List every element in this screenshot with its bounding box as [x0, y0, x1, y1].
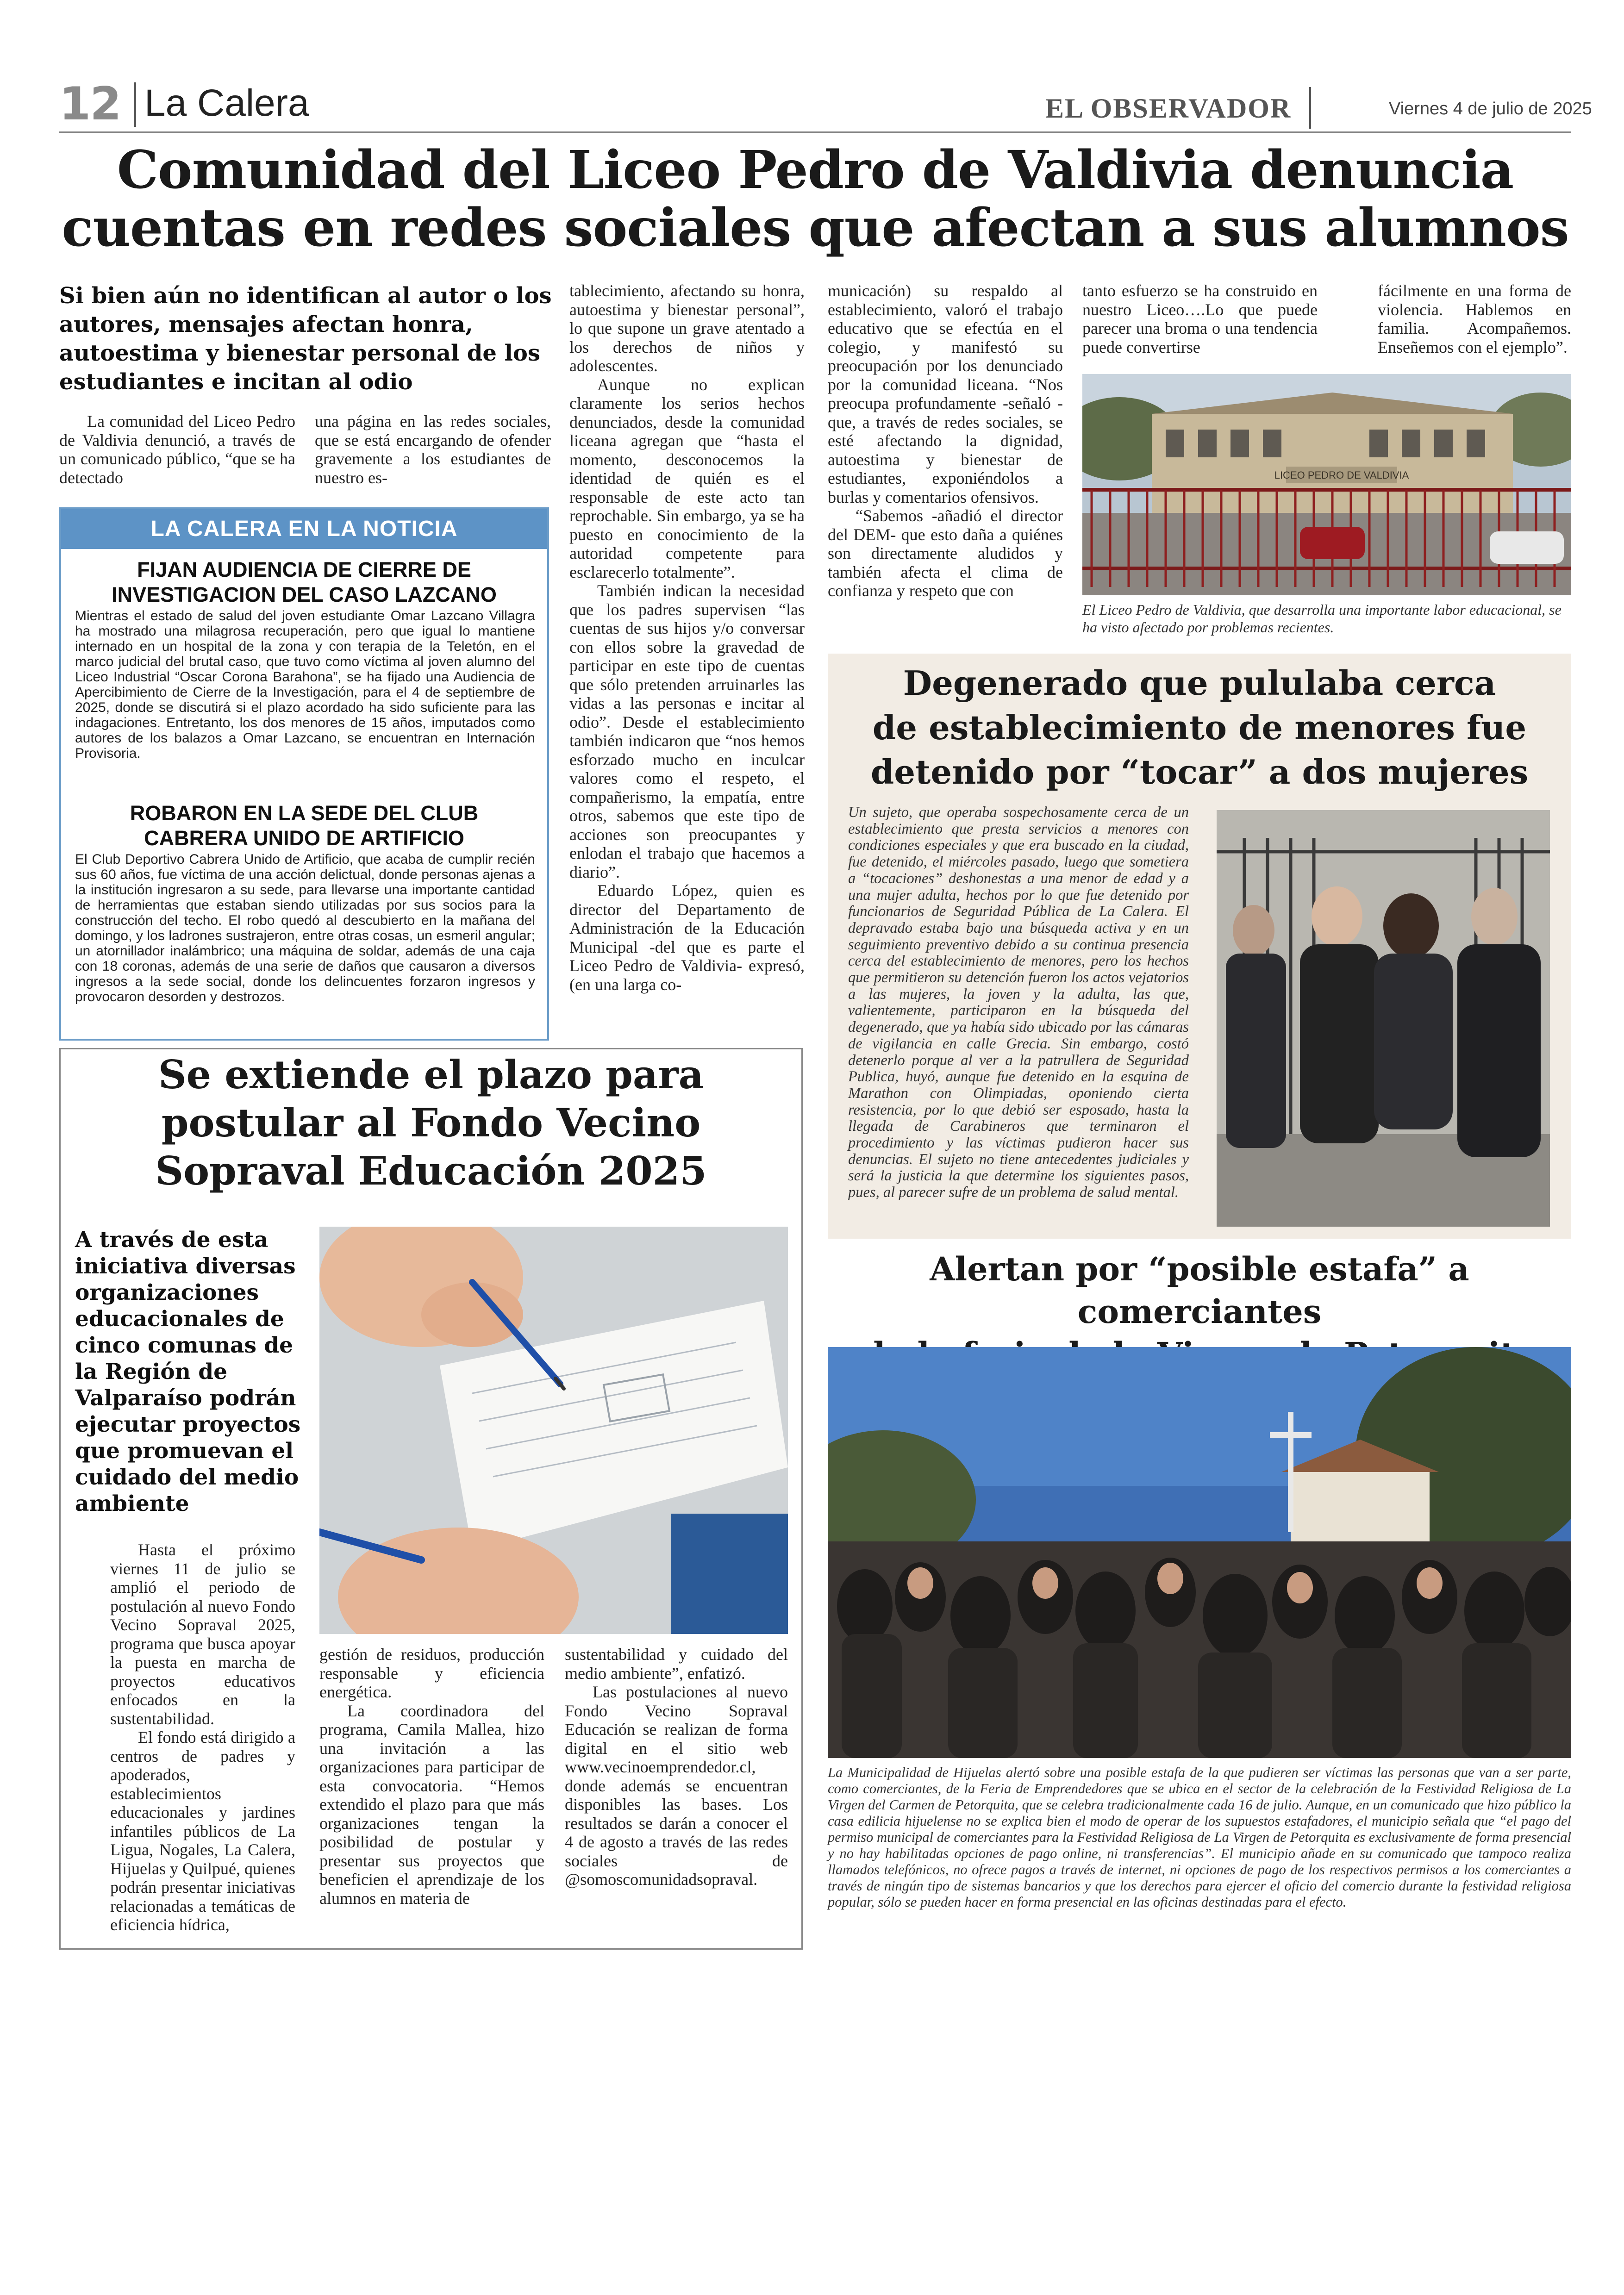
brief-headline: [61, 801, 547, 851]
headline-line: de establecimiento de menores fue: [872, 708, 1527, 747]
paragraph: Aunque no explican claramente los serios hechos denunciados, desde la comunidad liceana agregan que “hasta el momento, desconocemos la identidad de quién es el responsable de este acto tan reprochable. Sin embargo, ya se ha puesto en conocimiento de la autoridad competente para esclarecerlo totalmente”.: [569, 375, 805, 581]
headline-line: detenido por “tocar” a dos mujeres: [870, 752, 1529, 792]
news-box-title: LA CALERA EN LA NOTICIA: [61, 509, 547, 549]
fondo-vecino-column: [319, 1645, 544, 1908]
paragraph: fácilmente en una forma de violencia. Hablemos en familia. Acompañemos. Enseñemos con el ejemplo”.: [1378, 281, 1571, 356]
paragraph: Las postulaciones al nuevo Fondo Vecino Sopraval Educación se realizan de forma digital en el sitio web www.vecinoemprendedor.cl, donde además se encuentran disponibles las bases. Los resultados se darán a conocer el 4 de agosto a través de las redes sociales de @somoscomunidadsopraval.: [565, 1683, 788, 1889]
main-headline-line: cuentas en redes sociales que afectan a sus alumnos: [62, 198, 1569, 258]
newspaper-name: EL OBSERVADOR: [1045, 93, 1292, 124]
student-writing-illustration: [319, 1227, 788, 1634]
school-building-illustration: [1082, 374, 1571, 595]
paragraph: tanto esfuerzo se ha construido en nuestro Liceo….Lo que puede parecer una broma o una tendencia puede convertirse: [1082, 281, 1318, 356]
paragraph: La coordinadora del programa, Camila Mallea, hizo una invitación a las organizaciones para participar de esta convocatoria. “Hemos extendido el plazo para que más organizaciones tengan la posibilidad de postular y presentar sus proyectos que beneficien el aprendizaje de los alumnos en materia de: [319, 1701, 544, 1908]
fondo-vecino-column: [110, 1540, 295, 1934]
fondo-vecino-column: [565, 1645, 788, 1889]
student-writing-photo: [319, 1227, 788, 1634]
school-sign-text: LICEO PEDRO DE VALDIVIA: [1274, 469, 1409, 481]
main-lead: Si bien aún no identifican al autor o los autores, mensajes afectan honra, autoestima y bienestar personal de los estudiantes e incitan al odio: [59, 283, 552, 395]
school-photo-caption: El Liceo Pedro de Valdivia, que desarrolla una importante labor educacional, se ha visto afectado por problemas recientes.: [1082, 601, 1562, 636]
header-rule: [59, 131, 1571, 133]
arrest-photo: [1217, 810, 1550, 1227]
brief-body: El Club Deportivo Cabrera Unido de Artificio, que acaba de cumplir recién sus 60 años, fue víctima de una acción delictual, donde personas ajenas a la institución ingresaron a su sede, para llevarse una importante cantidad de herramientas que estaban siendo utilizadas por sus socios para la construcción del techo. El robo quedó al descubierto en la mañana del domingo, y los ladrones sustrajeron, entre otras cosas, un esmeril angular; un atornillador inalámbrico; una máquina de soldar, además de una caja con 18 coronas, además de una serie de daños que causaron a diversos ingresos a la sede social, donde los delincuentes forzaron ingresos y provocaron desorden y destrozos.: [75, 852, 535, 1004]
fondo-vecino-headline: [59, 1051, 803, 1195]
paragraph: El fondo está dirigido a centros de padres y apoderados, establecimientos educacionales y jardines infantiles públicos de La Ligua, Nogales, La Calera, Hijuelas y Quilpué, quienes podrán presentar iniciativas relacionadas a temáticas de eficiencia hídrica,: [110, 1728, 295, 1934]
news-box: [59, 507, 549, 1041]
brief-headline-line: FIJAN AUDIENCIA DE CIERRE DE: [137, 558, 471, 581]
main-article-column: [569, 281, 805, 994]
paragraph: “Sabemos -añadió el director del DEM- que esto daña a quiénes son directamente aludidos y también afecta el clima de confianza y respeto que con: [828, 506, 1063, 600]
fondo-vecino-lead: A través de esta iniciativa diversas organizaciones educacionales de cinco comunas de la Región de Valparaíso podrán ejecutar proyectos que promuevan el cuidado del medio ambiente: [75, 1227, 301, 1516]
main-article-column: [1082, 281, 1318, 356]
paragraph: Hasta el próximo viernes 11 de julio se amplió el periodo de postulación al nuevo Fondo Vecino Sopraval 2025, programa que busca apoyar la puesta en marcha de proyectos educativos enfocados en la sustentabilidad.: [110, 1540, 295, 1728]
arrest-scene-illustration: [1217, 810, 1550, 1227]
festival-crowd-photo: [828, 1347, 1571, 1758]
main-article-column: [1378, 281, 1571, 356]
paragraph: Eduardo López, quien es director del Departamento de Administración de la Educación Municipal -del que es parte el Liceo Pedro de Valdivia- expresó, (en una larga co-: [569, 881, 805, 994]
brief-headline-line: INVESTIGACION DEL CASO LAZCANO: [112, 583, 497, 606]
header-divider: [134, 82, 136, 127]
paragraph: tablecimiento, afectando su honra, autoestima y bienestar personal”, lo que supone un grave atentado a los derechos de niños y adolescentes.: [569, 281, 805, 375]
brief-headline-line: ROBARON EN LA SEDE DEL CLUB: [130, 801, 479, 825]
headline-line: Degenerado que pululaba cerca: [903, 663, 1496, 703]
main-headline-line: Comunidad del Liceo Pedro de Valdivia denuncia: [117, 140, 1514, 200]
header-divider: [1309, 87, 1311, 129]
paragraph: municación) su respaldo al establecimiento, valoró el trabajo educativo que se efectúa en el colegio, y manifestó su preocupación por los denunciado por la comunidad liceana. “Nos preocupa profundamente -señaló -que, a través de redes sociales, se esté afectando la dignidad, autoestima y bienestar de estudiantes, exponiéndolos a burlas y comentarios ofensivos.: [828, 281, 1063, 506]
brief-headline-line: CABRERA UNIDO DE ARTIFICIO: [144, 826, 464, 850]
issue-date: Viernes 4 de julio de 2025: [1389, 99, 1592, 118]
degenerado-text: Un sujeto, que operaba sospechosamente cerca de un establecimiento que presta servicios a menores con condiciones especiales y que era buscado en la ciudad, fue detenido, el miércoles pasado, luego que sometiera a “tocaciones” deshonestas a una menor de edad y a una mujer adulta, hechos por lo que fue detenido por funcionarios de Seguridad Pública de La Calera. El depravado estaba bajo una búsqueda activa y en un seguimiento preventivo debido a su continua presencia cerca del establecimiento de menores, pero los hechos que permitieron su detención fueron los actos vejatorios a las mujeres, la joven y la adulta, las que, valientemente, participaron en la búsqueda del degenerado, que ya había sido ubicado por las cámaras de vigilancia en calle Grecia. Sin embargo, costó detenerlo porque al ver a la patrullera de Seguridad Publica, huyó, aunque fue detenido en la esquina de Marathon con Olimpiadas, oponiendo cierta resistencia, por lo que debió ser esposado, hasta la llegada de Carabineros que terminaron el procedimiento y las víctimas pudieron hacer sus denuncias. El sujeto no tiene antecedentes judiciales y será la justicia la que determine los siguientes pasos, pues, al parecer sufre de un problema de salud mental.: [848, 804, 1189, 1201]
paragraph: gestión de residuos, producción responsable y eficiencia energética.: [319, 1645, 544, 1701]
festival-crowd-illustration: [828, 1347, 1571, 1758]
headline-line: postular al Fondo Vecino: [161, 1100, 701, 1146]
estafa-caption: La Municipalidad de Hijuelas alertó sobre una posible estafa de la que pudieren ser víctimas las personas que van a ser parte, como comerciantes, de la Feria de Emprendedores que se ubica en el sector de la celebración de la Festividad Religiosa de La Virgen del Carmen de Petorquita, que se celebra tradicionalmente cada 16 de julio. Aunque, en un comunicado que hizo público la casa edilicia hijuelense no se explica bien el modo de operar de los supuestos estafadores, el municipio señala que “el pago del permiso municipal de comerciantes para la Festividad Religiosa de La Virgen de Petorquita es exclusivamente de forma presencial y no hay habilitadas opciones de pago online, ni transferencias”. El municipio añade en su comunicado que tampoco realiza llamados telefónicos, no ofrece pagos a través de internet, ni opciones de pago de los respectivos permisos a los comerciantes a través de ningún tipo de sistemas bancarios y que los derechos para ejercer el oficio del comercio durante la festividad religiosa popular, sólo se pueden hacer en forma presencial en las oficinas destinadas para el efecto.: [828, 1765, 1571, 1910]
degenerado-headline: [828, 661, 1571, 794]
paragraph: La comunidad del Liceo Pedro de Valdivia denunció, a través de un comunicado público, “que se ha detectado: [59, 412, 295, 487]
paragraph: sustentabilidad y cuidado del medio ambiente”, enfatizó.: [565, 1645, 788, 1683]
page-number: 12: [59, 78, 121, 131]
school-photo: [1082, 374, 1571, 595]
brief-headline: [61, 557, 547, 607]
paragraph: una página en las redes sociales, que se está encargando de ofender gravemente a los estudiantes de nuestro es-: [315, 412, 551, 487]
paragraph: También indican la necesidad que los padres supervisen “las cuentas de sus hijos y/o conversar con ellos sobre la gravedad de participar en este tipo de cuentas que sólo pretenden arruinarles las vidas a las personas e incitar al odio”. Desde el establecimiento también indicaron que “nos hemos esforzado mucho en inculcar valores como el respeto, el compañerismo, la empatía, entre otros, sabemos que este tipo de acciones son preocupantes y enlodan el trabajo que hacemos a diario”.: [569, 581, 805, 881]
main-article-column: [59, 412, 295, 487]
main-article-column: [315, 412, 551, 487]
degenerado-article: [828, 654, 1571, 1239]
main-article-column: [828, 281, 1063, 600]
main-headline: [59, 141, 1571, 257]
headline-line: Alertan por “posible estafa” a comerciantes: [930, 1250, 1469, 1331]
headline-line: Se extiende el plazo para: [158, 1052, 704, 1098]
headline-line: Sopraval Educación 2025: [155, 1148, 707, 1194]
brief-body: Mientras el estado de salud del joven estudiante Omar Lazcano Villagra ha mostrado una milagrosa recuperación, pero que igual lo mantiene internado en un hospital de la zona y con terapia de la Teletón, en el marco judicial del brutal caso, que tuvo como víctima al joven alumno del Liceo Industrial “Oscar Corona Barahona”, se ha fijado una Audiencia de Apercibimiento de Cierre de la Investigación, para el 4 de septiembre de 2025, donde se discutirá si el plazo acordado ha sido suficiente para las indagaciones. Entretanto, los dos menores de 15 años, imputados como autores de los balazos a Omar Lazcano, se encuentran en Internación Provisoria.: [75, 608, 535, 761]
section-name: La Calera: [144, 82, 309, 124]
